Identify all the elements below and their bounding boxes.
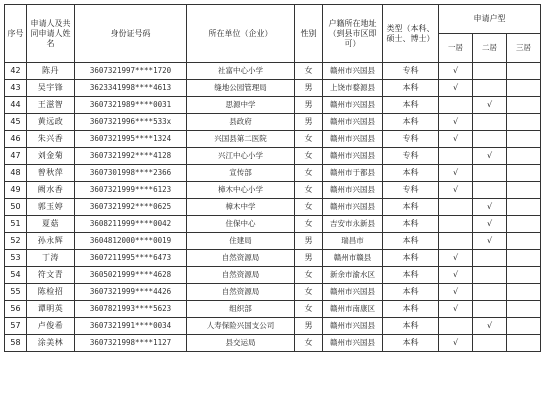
cell-education: 本科 [383, 216, 439, 233]
cell-room3-check [507, 63, 541, 80]
cell-education: 本科 [383, 250, 439, 267]
cell-unit: 组织部 [187, 301, 295, 318]
header-unit: 所在单位（企业） [187, 5, 295, 63]
cell-room1-check [439, 148, 473, 165]
cell-education: 本科 [383, 114, 439, 131]
cell-room3-check [507, 216, 541, 233]
cell-gender: 男 [295, 97, 323, 114]
cell-seq: 58 [5, 335, 27, 352]
table-row [5, 80, 541, 97]
applicant-table [4, 4, 541, 352]
cell-household: 赣州市兴国县 [323, 318, 383, 335]
cell-room2-check [473, 165, 507, 182]
table-row [5, 284, 541, 301]
cell-unit: 自然资源局 [187, 250, 295, 267]
cell-room2-check [473, 250, 507, 267]
cell-gender: 女 [295, 148, 323, 165]
cell-education: 本科 [383, 301, 439, 318]
cell-applicant-name: 孙永辉 [27, 233, 75, 250]
cell-seq: 42 [5, 63, 27, 80]
cell-room3-check [507, 335, 541, 352]
cell-id-number: 3607211995****6473 [75, 250, 187, 267]
cell-seq: 44 [5, 97, 27, 114]
cell-room1-check: √ [439, 63, 473, 80]
cell-room1-check: √ [439, 131, 473, 148]
cell-education: 本科 [383, 199, 439, 216]
table-row [5, 250, 541, 267]
cell-room1-check: √ [439, 182, 473, 199]
cell-room2-check [473, 80, 507, 97]
cell-education: 本科 [383, 318, 439, 335]
cell-room1-check [439, 199, 473, 216]
cell-gender: 男 [295, 233, 323, 250]
cell-id-number: 3608211999****0042 [75, 216, 187, 233]
cell-unit: 兴国县第二医院 [187, 131, 295, 148]
cell-unit: 人寿保险兴国支公司 [187, 318, 295, 335]
cell-room3-check [507, 131, 541, 148]
cell-unit: 县政府 [187, 114, 295, 131]
cell-household: 赣州市兴国县 [323, 63, 383, 80]
cell-applicant-name: 涂美林 [27, 335, 75, 352]
cell-room1-check [439, 97, 473, 114]
cell-id-number: 3607821993****5623 [75, 301, 187, 318]
cell-room3-check [507, 250, 541, 267]
cell-seq: 48 [5, 165, 27, 182]
cell-unit: 住建局 [187, 233, 295, 250]
cell-applicant-name: 谭明英 [27, 301, 75, 318]
cell-room2-check [473, 284, 507, 301]
cell-seq: 56 [5, 301, 27, 318]
header-education: 类型（本科、硕士、博士） [383, 5, 439, 63]
cell-id-number: 3607321998****1127 [75, 335, 187, 352]
cell-unit: 兴江中心小学 [187, 148, 295, 165]
cell-household: 赣州市兴国县 [323, 131, 383, 148]
cell-applicant-name: 王滋智 [27, 97, 75, 114]
cell-id-number: 3607321996****533x [75, 114, 187, 131]
table-row [5, 267, 541, 284]
table-header [5, 5, 541, 63]
cell-room1-check [439, 216, 473, 233]
cell-room1-check: √ [439, 335, 473, 352]
header-room3: 三居 [507, 34, 541, 63]
cell-seq: 54 [5, 267, 27, 284]
header-household: 户籍所在地址（到县市区即可） [323, 5, 383, 63]
cell-seq: 55 [5, 284, 27, 301]
cell-seq: 52 [5, 233, 27, 250]
table-body [5, 63, 541, 352]
cell-unit: 自然资源局 [187, 284, 295, 301]
cell-room1-check: √ [439, 80, 473, 97]
cell-room2-check: √ [473, 148, 507, 165]
cell-seq: 47 [5, 148, 27, 165]
cell-applicant-name: 黄远政 [27, 114, 75, 131]
cell-education: 本科 [383, 284, 439, 301]
cell-gender: 女 [295, 131, 323, 148]
cell-gender: 女 [295, 267, 323, 284]
cell-gender: 女 [295, 165, 323, 182]
cell-seq: 45 [5, 114, 27, 131]
cell-gender: 男 [295, 318, 323, 335]
table-row [5, 216, 541, 233]
cell-room2-check [473, 182, 507, 199]
cell-id-number: 3623341998****4613 [75, 80, 187, 97]
cell-gender: 男 [295, 250, 323, 267]
table-row [5, 335, 541, 352]
cell-seq: 50 [5, 199, 27, 216]
cell-id-number: 3605021999****4628 [75, 267, 187, 284]
table-row [5, 63, 541, 80]
cell-room3-check [507, 199, 541, 216]
cell-household: 赣州市兴国县 [323, 148, 383, 165]
cell-household: 赣州市南康区 [323, 301, 383, 318]
cell-education: 本科 [383, 80, 439, 97]
cell-unit: 樟木中心小学 [187, 182, 295, 199]
cell-room1-check: √ [439, 114, 473, 131]
table-row [5, 182, 541, 199]
applicant-table-wrap [4, 4, 541, 352]
cell-seq: 57 [5, 318, 27, 335]
cell-room1-check: √ [439, 284, 473, 301]
cell-id-number: 3607321997****1720 [75, 63, 187, 80]
cell-room3-check [507, 80, 541, 97]
table-row [5, 148, 541, 165]
cell-id-number: 3607321992****0625 [75, 199, 187, 216]
cell-room3-check [507, 97, 541, 114]
cell-household: 上饶市婺源县 [323, 80, 383, 97]
table-row [5, 165, 541, 182]
cell-applicant-name: 夏菇 [27, 216, 75, 233]
cell-unit: 樟木中学 [187, 199, 295, 216]
cell-household: 赣州市兴国县 [323, 335, 383, 352]
cell-seq: 51 [5, 216, 27, 233]
cell-id-number: 3607321989****0031 [75, 97, 187, 114]
cell-applicant-name: 符文青 [27, 267, 75, 284]
header-id-number: 身份证号码 [75, 5, 187, 63]
cell-household: 赣州市兴国县 [323, 182, 383, 199]
cell-gender: 女 [295, 199, 323, 216]
cell-room3-check [507, 182, 541, 199]
cell-gender: 女 [295, 216, 323, 233]
cell-seq: 43 [5, 80, 27, 97]
header-room2: 二居 [473, 34, 507, 63]
cell-room3-check [507, 165, 541, 182]
cell-room1-check: √ [439, 267, 473, 284]
cell-room1-check [439, 318, 473, 335]
cell-education: 本科 [383, 97, 439, 114]
cell-id-number: 3607321992****4128 [75, 148, 187, 165]
cell-room3-check [507, 148, 541, 165]
cell-room1-check: √ [439, 250, 473, 267]
cell-education: 本科 [383, 267, 439, 284]
cell-applicant-name: 刘金菊 [27, 148, 75, 165]
cell-room2-check [473, 114, 507, 131]
cell-room2-check [473, 267, 507, 284]
header-apply-type: 申请户型 [439, 5, 541, 34]
cell-applicant-name: 卢俊希 [27, 318, 75, 335]
cell-household: 赣州市兴国县 [323, 97, 383, 114]
cell-room3-check [507, 284, 541, 301]
table-row [5, 97, 541, 114]
cell-education: 专科 [383, 182, 439, 199]
cell-education: 专科 [383, 131, 439, 148]
cell-applicant-name: 陈检招 [27, 284, 75, 301]
cell-unit: 缝地公园管理局 [187, 80, 295, 97]
cell-household: 瑞昌市 [323, 233, 383, 250]
cell-household: 新余市渝水区 [323, 267, 383, 284]
header-room1: 一居 [439, 34, 473, 63]
cell-room3-check [507, 301, 541, 318]
cell-seq: 53 [5, 250, 27, 267]
cell-room3-check [507, 233, 541, 250]
cell-unit: 社富中心小学 [187, 63, 295, 80]
cell-applicant-name: 曾秋萍 [27, 165, 75, 182]
cell-household: 赣州市赣县 [323, 250, 383, 267]
cell-education: 本科 [383, 233, 439, 250]
cell-applicant-name: 陈丹 [27, 63, 75, 80]
cell-unit: 宣传部 [187, 165, 295, 182]
header-gender: 性别 [295, 5, 323, 63]
cell-room3-check [507, 318, 541, 335]
cell-seq: 46 [5, 131, 27, 148]
cell-room2-check: √ [473, 199, 507, 216]
cell-education: 本科 [383, 165, 439, 182]
cell-education: 专科 [383, 63, 439, 80]
cell-id-number: 3607321995****1324 [75, 131, 187, 148]
cell-applicant-name: 吴宇锋 [27, 80, 75, 97]
cell-id-number: 3607301998****2366 [75, 165, 187, 182]
cell-applicant-name: 郭玉婷 [27, 199, 75, 216]
cell-gender: 女 [295, 63, 323, 80]
table-row [5, 318, 541, 335]
cell-gender: 男 [295, 80, 323, 97]
cell-applicant-name: 阙水香 [27, 182, 75, 199]
cell-id-number: 3607321999****4426 [75, 284, 187, 301]
cell-room2-check [473, 131, 507, 148]
cell-gender: 男 [295, 114, 323, 131]
cell-id-number: 3604812000****0019 [75, 233, 187, 250]
table-row [5, 114, 541, 131]
cell-education: 专科 [383, 148, 439, 165]
table-row [5, 233, 541, 250]
cell-applicant-name: 朱兴香 [27, 131, 75, 148]
cell-room1-check [439, 233, 473, 250]
cell-gender: 女 [295, 182, 323, 199]
cell-room1-check: √ [439, 301, 473, 318]
cell-unit: 自然资源局 [187, 267, 295, 284]
cell-room2-check [473, 335, 507, 352]
header-applicant: 申请人及共同申请人姓名 [27, 5, 75, 63]
table-row [5, 131, 541, 148]
cell-applicant-name: 丁涛 [27, 250, 75, 267]
cell-education: 本科 [383, 335, 439, 352]
cell-room2-check: √ [473, 216, 507, 233]
cell-id-number: 3607321999****6123 [75, 182, 187, 199]
cell-household: 赣州市兴国县 [323, 284, 383, 301]
table-row [5, 199, 541, 216]
cell-unit: 县交运局 [187, 335, 295, 352]
cell-room1-check: √ [439, 165, 473, 182]
cell-room2-check: √ [473, 97, 507, 114]
cell-room2-check [473, 63, 507, 80]
cell-room2-check: √ [473, 318, 507, 335]
cell-seq: 49 [5, 182, 27, 199]
cell-unit: 思源中学 [187, 97, 295, 114]
cell-room2-check [473, 301, 507, 318]
table-row [5, 301, 541, 318]
cell-household: 吉安市永新县 [323, 216, 383, 233]
cell-room3-check [507, 267, 541, 284]
cell-unit: 住保中心 [187, 216, 295, 233]
cell-household: 赣州市兴国县 [323, 199, 383, 216]
cell-gender: 女 [295, 335, 323, 352]
cell-household: 赣州市兴国县 [323, 114, 383, 131]
cell-household: 赣州市于都县 [323, 165, 383, 182]
cell-room3-check [507, 114, 541, 131]
cell-gender: 女 [295, 284, 323, 301]
cell-room2-check: √ [473, 233, 507, 250]
cell-id-number: 3607321991****0034 [75, 318, 187, 335]
header-seq: 序号 [5, 5, 27, 63]
cell-gender: 女 [295, 301, 323, 318]
